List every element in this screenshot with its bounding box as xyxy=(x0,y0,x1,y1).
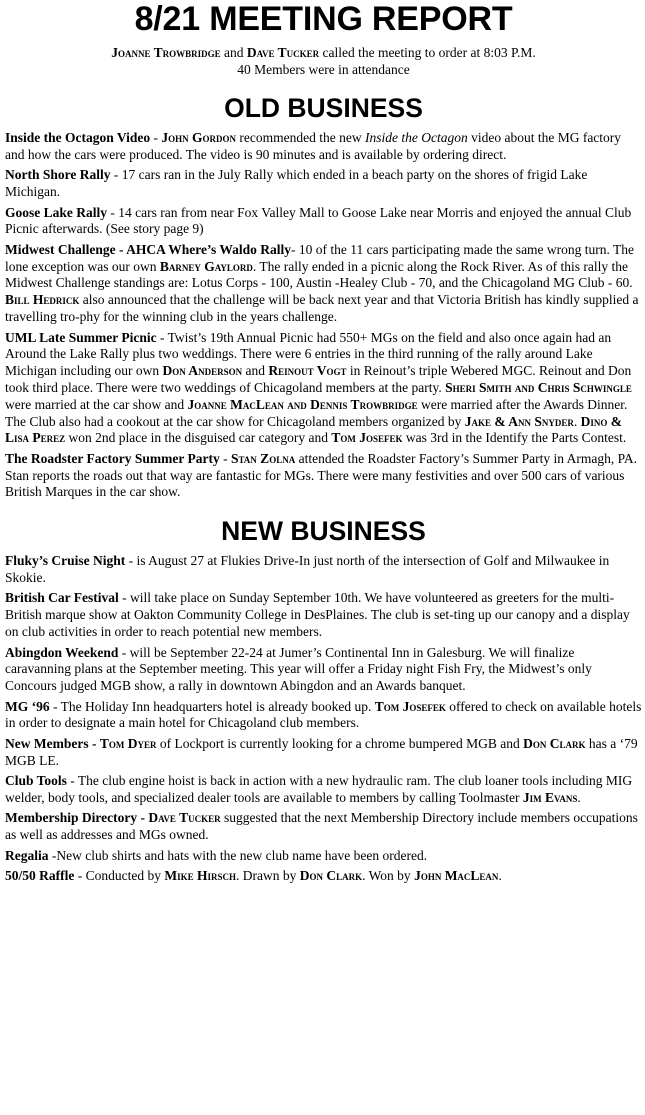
item-topic: Goose Lake Rally xyxy=(5,204,108,220)
item-abingdon-weekend xyxy=(5,645,642,695)
item-text: . Won by xyxy=(362,868,415,884)
item-text: of Lockport is currently looking for a chrome bumpered MGB and xyxy=(156,735,524,751)
person-name: Dino & Lisa Perez xyxy=(5,413,623,446)
item-text: - 17 cars ran in the July Rally which ended in a beach party on the shores of frigid Lake Michigan. xyxy=(5,167,588,200)
item-topic: New Members xyxy=(5,735,89,751)
item-topic: Regalia xyxy=(5,847,49,863)
item-text: - The club engine hoist is back in action with a new hydraulic ram. The club loaner tools including MIG welder, body tools, and specialized dealer tools are available to members by calling Toolmaster xyxy=(5,773,633,805)
item-topic: MG ‘96 xyxy=(5,698,50,714)
item-raffle xyxy=(5,868,642,885)
item-text: - is August 27 at Flukies Drive-In just north of the intersection of Golf and Milwaukee in Skokie. xyxy=(5,553,610,585)
person-name: Dave Tucker xyxy=(246,45,320,60)
item-text: - will take place on Sunday September 10th. We have volunteered as greeters for the multi-British marque show at Oakton Community College in DesPlaines. The club is set-ting up our canopy and a display on club activities in order to reach potential new members. xyxy=(5,590,630,640)
item-topic: Club Tools xyxy=(5,773,67,789)
item-goose-lake-rally xyxy=(5,205,642,239)
report-title: 8/21 MEETING REPORT xyxy=(134,0,513,38)
person-name: Don Clark xyxy=(299,868,363,884)
item-text: - Twist’s 19th Annual Picnic had 550+ MGs on the field and also once again had an Around the Lake Rally plus two weddings. There were 6 entries in the third running of the rally around Lake Michigan including our own xyxy=(5,329,612,379)
item-topic: Inside the Octagon Video xyxy=(5,130,151,145)
item-text: in Reinout’s triple Webered MGC. Reinout and Don took third place. There were two weddings of Chicagoland members at the party. xyxy=(5,363,632,395)
old-business-heading: OLD BUSINESS xyxy=(224,93,423,123)
item-text: offered to check on available hotels in order to designate a main hotel for Chicagoland club members. xyxy=(5,698,642,731)
person-name: Jake & Ann Snyder xyxy=(464,413,574,429)
item-text: . The rally ended in a picnic along the Rock River. As of this rally the Midwest Challenge standings are: Lotus Corps - 100, Austin -Healey Club - 70, and the Chicagoland MG Club - 60. xyxy=(5,258,633,291)
intro-and: and xyxy=(220,45,247,60)
person-name: Tom Dyer xyxy=(99,735,157,751)
person-name: Dave Tucker xyxy=(148,810,221,826)
item-mg-96 xyxy=(5,699,642,733)
intro-paragraph xyxy=(5,44,642,78)
item-text: video about the MG factory and how the cars were produced. The video is 90 minutes and is available by ordering direct. xyxy=(5,130,622,162)
item-club-tools xyxy=(5,773,642,807)
person-name: Mike Hirsch xyxy=(164,868,236,884)
item-british-car-festival xyxy=(5,590,642,640)
item-text: were married after the Awards Dinner. The Club also had a cookout at the car show for Chicagoland members organized by xyxy=(5,396,628,429)
person-name: John MacLean xyxy=(414,868,499,884)
item-text: won 2nd place in the disguised car category and xyxy=(65,430,332,446)
item-topic: Fluky’s Cruise Night xyxy=(5,553,126,569)
meeting-report-page xyxy=(5,0,642,889)
item-text: - xyxy=(137,810,149,826)
item-text: recommended the new xyxy=(236,130,365,145)
item-north-shore-rally xyxy=(5,167,642,201)
item-uml-picnic xyxy=(5,330,642,448)
person-name: Tom Josefek xyxy=(331,430,403,446)
item-text: . Drawn by xyxy=(236,868,300,884)
item-topic: British Car Festival xyxy=(5,590,119,606)
person-name: Don Clark xyxy=(523,735,586,751)
item-topic: Abingdon Weekend xyxy=(5,644,119,660)
person-name: Joanne Trowbridge xyxy=(111,45,221,60)
item-text: - 14 cars ran from near Fox Valley Mall to Goose Lake near Morris and enjoyed the annual Club Picnic afterwards. (See story page 9) xyxy=(5,204,632,237)
item-text: also announced that the challenge will be back next year and that Victoria British has kindly supplied a travelling tro-phy for the winning club in the years challenge. xyxy=(5,292,639,325)
item-text: was 3rd in the Identify the Parts Contest. xyxy=(402,430,627,446)
item-text: - xyxy=(150,130,162,145)
person-name: Joanne MacLean and Dennis Trowbridge xyxy=(187,396,418,412)
item-topic: 50/50 Raffle xyxy=(5,868,75,884)
intro-text: called the meeting to order at 8:03 P.M. xyxy=(319,45,536,60)
intro-line-1 xyxy=(5,44,642,61)
item-text: - xyxy=(219,450,231,466)
item-text: has a ‘79 MGB LE. xyxy=(5,735,638,768)
person-name: Jim Evans xyxy=(522,789,578,805)
item-roadster-factory xyxy=(5,451,642,501)
person-name: John Gordon xyxy=(161,130,237,145)
item-octagon-video xyxy=(5,130,642,164)
item-new-members xyxy=(5,736,642,770)
item-text: attended the Roadster Factory’s Summer Party in Armagh, PA. Stan reports the roads out that way are fantastic for MGs. There were many festivities and over 500 cars of various British Marques in the car show. xyxy=(5,450,638,500)
person-name: Barney Gaylord xyxy=(159,258,253,274)
person-name: Don Anderson xyxy=(162,363,243,379)
person-name: Reinout Vogt xyxy=(268,363,347,379)
item-text: - The Holiday Inn headquarters hotel is already booked up. xyxy=(49,698,375,714)
item-text: . xyxy=(498,868,502,884)
item-text: - will be September 22-24 at Jumer’s Continental Inn in Galesburg. We will finalize caravanning plans at the September meeting. This year will offer a Friday night Fish Fry, the Midwest’s only Concours judged MGB show, a rally in downtown Abingdon and an Awards banquet. xyxy=(5,644,592,694)
item-topic: North Shore Rally xyxy=(5,167,111,183)
item-text: . xyxy=(577,789,581,805)
item-text: -New club shirts and hats with the new club name have been ordered. xyxy=(48,847,428,863)
item-text: - 10 of the 11 cars participating made the same wrong turn. The lone exception was our own xyxy=(5,241,635,274)
item-topic: Membership Directory xyxy=(5,810,138,826)
item-topic: The Roadster Factory Summer Party xyxy=(5,450,220,466)
person-name: Bill Hedrick xyxy=(5,292,80,308)
item-midwest-challenge xyxy=(5,242,642,326)
item-text: . xyxy=(573,413,581,429)
item-regalia xyxy=(5,848,642,865)
item-membership-directory xyxy=(5,810,642,844)
person-name: Stan Zolna xyxy=(230,450,296,466)
person-name: Tom Josefek xyxy=(374,698,446,714)
video-title: Inside the Octagon xyxy=(364,130,468,145)
item-topic: UML Late Summer Picnic xyxy=(5,329,157,345)
person-name: Sheri Smith and Chris Schwingle xyxy=(445,379,632,395)
item-topic: Midwest Challenge - AHCA Where’s Waldo Rally xyxy=(5,241,292,257)
item-text: suggested that the next Membership Directory include members occupations as well as addresses and MGs owned. xyxy=(5,810,638,843)
new-business-heading: NEW BUSINESS xyxy=(221,516,426,547)
intro-line-2: 40 Members were in attendance xyxy=(237,62,410,77)
item-flukys-cruise-night xyxy=(5,553,642,587)
item-text: - xyxy=(88,735,100,751)
item-text: - Conducted by xyxy=(74,868,165,884)
item-text: and xyxy=(242,363,269,379)
item-text: were married at the car show and xyxy=(5,396,188,412)
